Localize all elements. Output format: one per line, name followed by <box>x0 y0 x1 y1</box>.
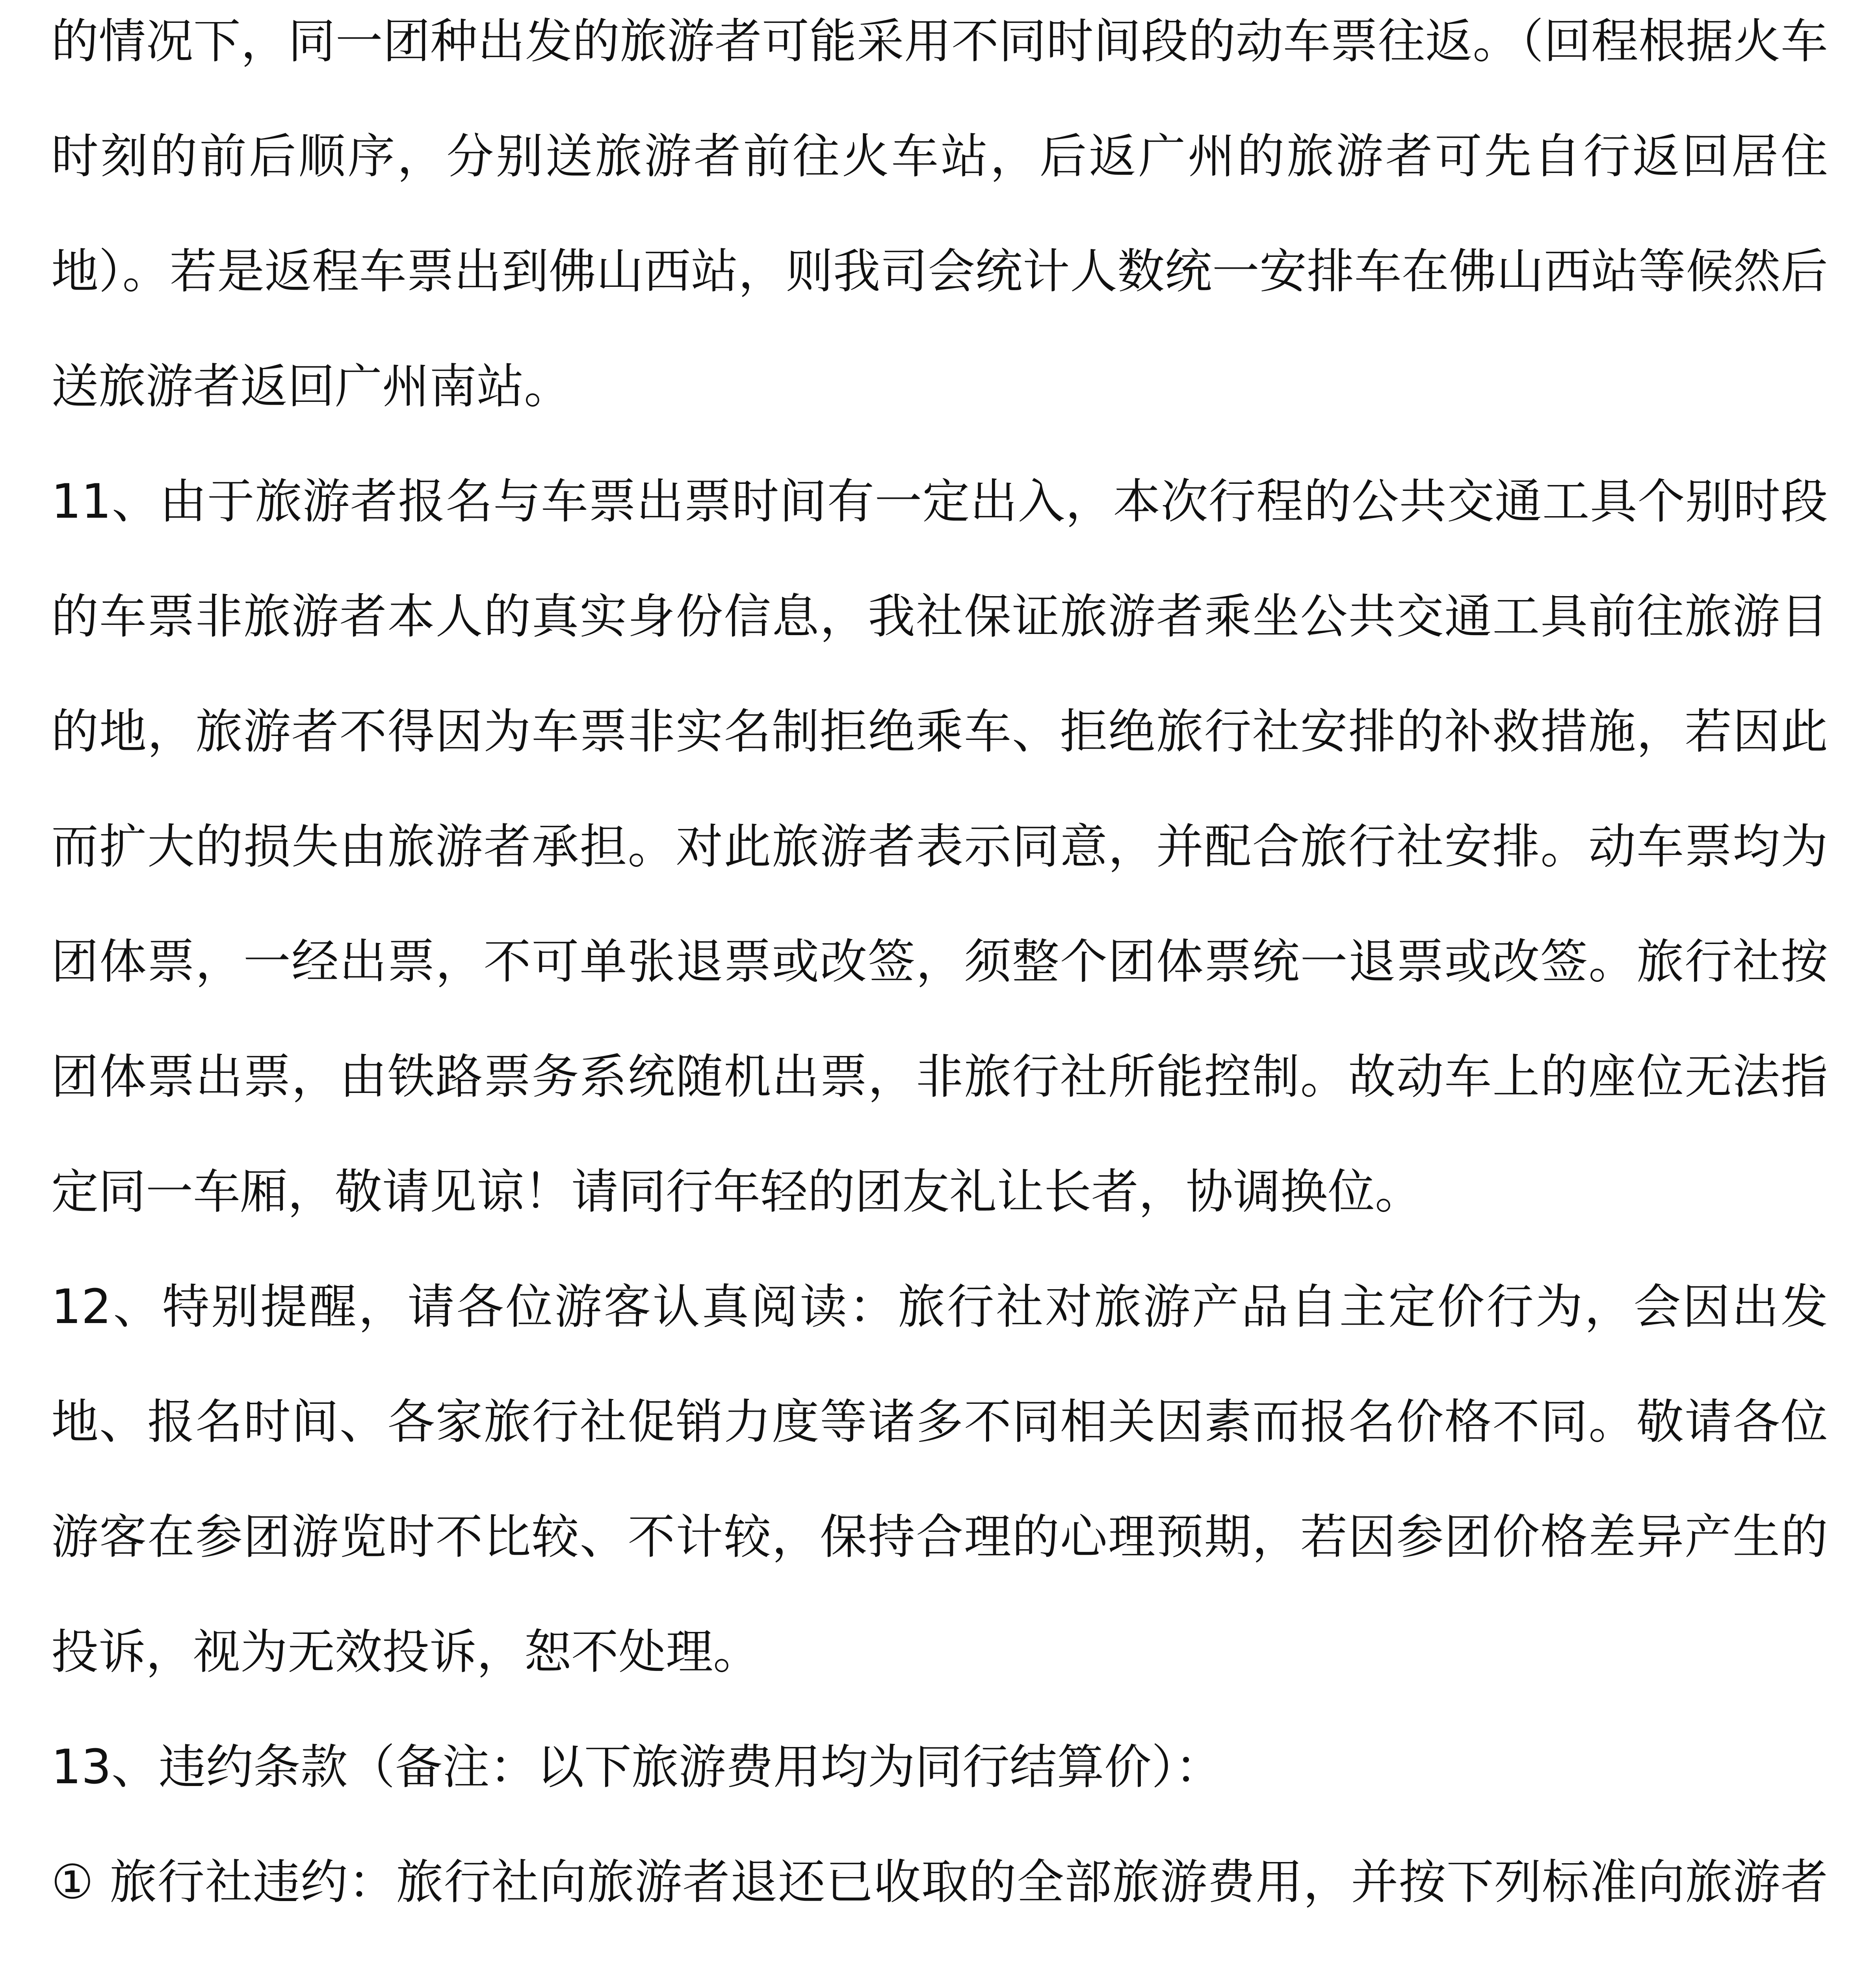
paragraph-item-13: 13、违约条款（备注：以下旅游费用均为同行结算价）： <box>51 1740 1222 1795</box>
paragraph-item-12: 12、特别提醒，请各位游客认真阅读：旅行社对旅游产品自主定价行为，会因出发地、报名时间、各家旅行社促销力度等诸多不同相关因素而报名价格不同。敬请各位游客在参团游览时不比较、不计较，保持合理的心理预期，若因参团价格差异产生的投诉，视为无效投诉，恕不处理。 <box>51 1280 1828 1680</box>
document-page <box>51 0 1828 1970</box>
paragraph-return-trip: 的情况下，同一团种出发的旅游者可能采用不同时间段的动车票往返。（回程根据火车时刻的前后顺序，分别送旅游者前往火车站，后返广州的旅游者可先自行返回居住地）。若是返程车票出到佛山西站，则我司会统计人数统一安排车在佛山西站等候然后送旅游者返回广州南站。 <box>51 14 1828 414</box>
paragraph-agency-breach: ① 旅行社违约：旅行社向旅游者退还已收取的全部旅游费用，并按下列标准向旅游者 <box>51 1855 1828 1910</box>
paragraph-item-11: 11、由于旅游者报名与车票出票时间有一定出入，本次行程的公共交通工具个别时段的车票非旅游者本人的真实身份信息，我社保证旅游者乘坐公共交通工具前往旅游目的地，旅游者不得因为车票非实名制拒绝乘车、拒绝旅行社安排的补救措施，若因此而扩大的损失由旅游者承担。对此旅游者表示同意，并配合旅行社安排。动车票均为团体票，一经出票，不可单张退票或改签，须整个团体票统一退票或改签。旅行社按团体票出票，由铁路票务系统随机出票，非旅行社所能控制。故动车上的座位无法指定同一车厢，敬请见谅！请同行年轻的团友礼让长者，协调换位。 <box>51 474 1828 1219</box>
